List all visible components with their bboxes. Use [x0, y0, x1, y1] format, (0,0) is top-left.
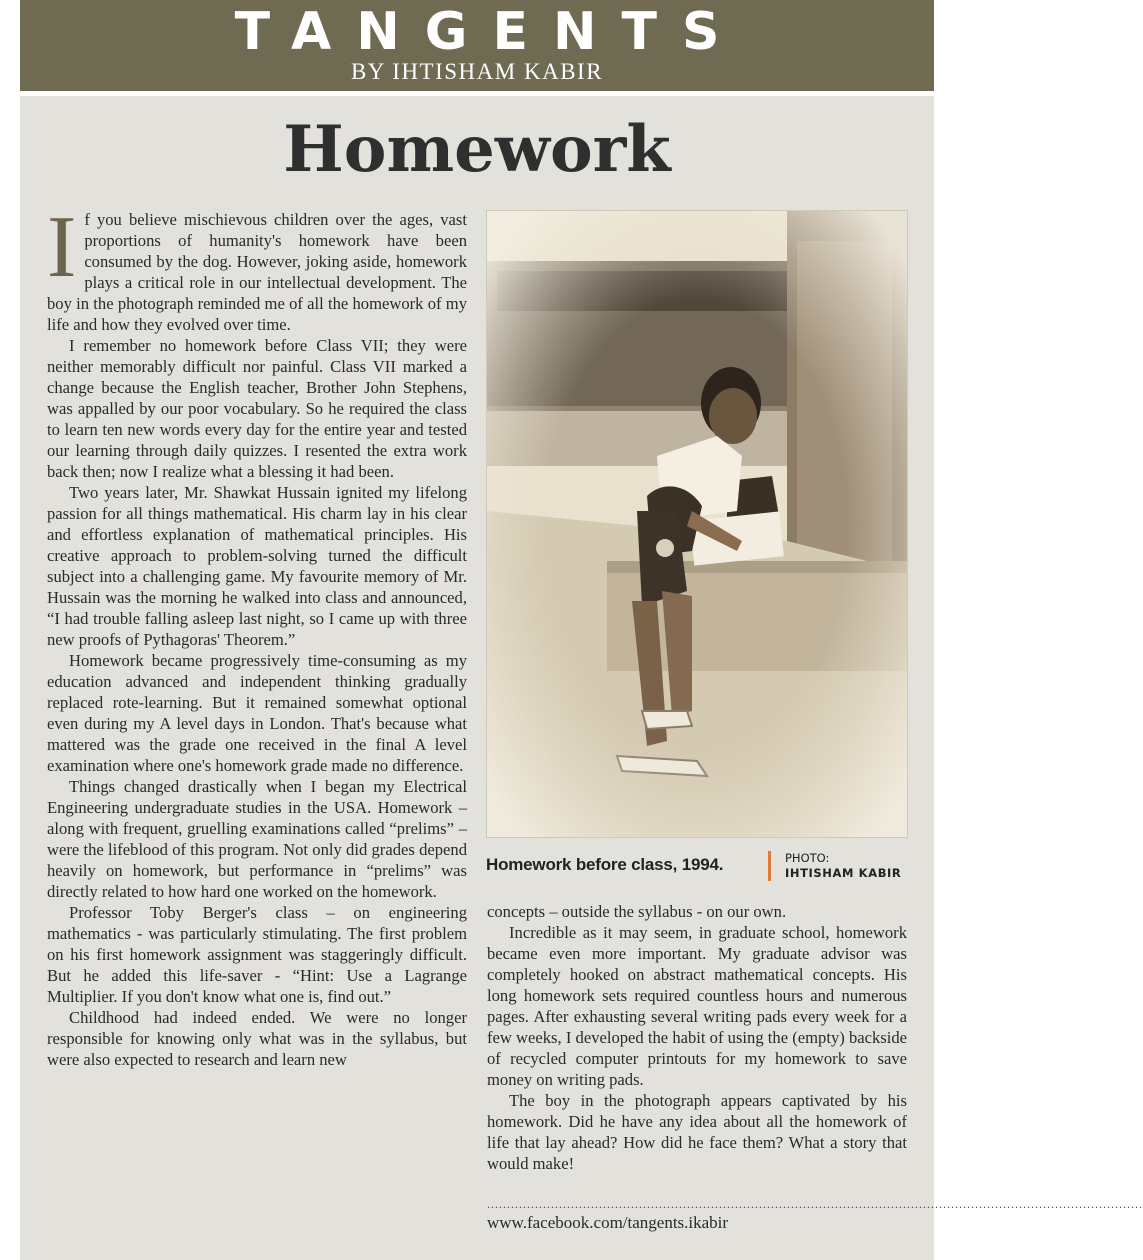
photo-credit-label: PHOTO:: [785, 851, 830, 865]
article-headline: Homework: [283, 112, 671, 187]
article-paragraph: Childhood had indeed ended. We were no longer responsible for knowing only what was in the syllabus, but were also expected to research and learn new: [47, 1008, 467, 1069]
credit-divider: [768, 851, 771, 881]
dotted-divider: ....................................................................................................................................................................: [487, 1197, 1143, 1211]
photo-illustration: [487, 211, 907, 837]
article-column-left: [47, 199, 467, 1070]
article-photo: [486, 210, 908, 838]
article-paragraph: Homework became progressively time-consuming as my education advanced and independent thinking gradually replaced rote-learning. But it remained somewhat optional even during my A level days in London. That's because what mattered was the grade one received in the final A level examination where one's homework grade made no difference.: [47, 651, 467, 775]
column-title: TANGENTS: [234, 2, 745, 62]
drop-cap: I: [47, 199, 77, 296]
article-paragraph: I remember no homework before Class VII; they were neither memorably difficult nor painful. Class VII marked a change because the English teacher, Brother John Stephens, was appalled by our poor vocabulary. So he required the class to learn ten new words every day for the entire year and tested our learning through daily quizzes. I resented the extra work back then; now I realize what a blessing it had been.: [47, 336, 467, 481]
article-paragraph: [47, 199, 467, 335]
article-paragraph: concepts – outside the syllabus - on our own.: [487, 902, 787, 921]
article-paragraph: Two years later, Mr. Shawkat Hussain ignited my lifelong passion for all things mathematical. His charm lay in his clear and effortless explanation of mathematical principles. His creative approach to problem-solving turned the difficult subject into a challenging game. My favourite memory of Mr. Hussain was the morning he walked into class and announced, “I had trouble falling asleep last night, so I came up with three new proofs of Pythagoras' Theorem.”: [47, 483, 467, 649]
article-column-right: [487, 901, 907, 1174]
article-paragraph: Incredible as it may seem, in graduate school, homework became even more important. My graduate advisor was completely hooked on abstract mathematical concepts. His long homework sets required countless hours and numerous pages. After exhausting several writing pads every week for a few weeks, I developed the habit of using the (empty) backside of recycled computer printouts for my homework to save money on writing pads.: [487, 923, 907, 1089]
photo-credit: [785, 851, 901, 881]
byline: BY IHTISHAM KABIR: [350, 59, 604, 84]
article-paragraph: The boy in the photograph appears captivated by his homework. Did he have any idea about all the homework of life that lay ahead? How did he face them? What a story that would make!: [487, 1091, 907, 1173]
photo-caption: Homework before class, 1994.: [486, 855, 724, 874]
masthead: [20, 0, 934, 91]
article-paragraph: Professor Toby Berger's class – on engineering mathematics - was particularly stimulating. The first problem on his first homework assignment was staggeringly difficult. But he added this life-saver - “Hint: Use a Lagrange Multiplier. If you don't know what one is, find out.”: [47, 903, 467, 1006]
article-paragraph: Things changed drastically when I began my Electrical Engineering undergraduate studies in the USA. Homework – along with frequent, gruelling examinations called “prelims” – were the lifeblood of this program. Not only did grades depend heavily on homework, but performance in “prelims” was directly related to how hard one worked on the homework.: [47, 777, 467, 901]
facebook-link[interactable]: www.facebook.com/tangents.ikabir: [487, 1213, 729, 1232]
paragraph-text: f you believe mischievous children over the ages, vast proportions of humanity's homework have been consumed by the dog. However, joking aside, homework plays a critical role in our intellectual development. The boy in the photograph reminded me of all the homework of my life and how they evolved over time.: [47, 210, 467, 334]
photo-credit-name: IHTISHAM KABIR: [785, 866, 902, 880]
